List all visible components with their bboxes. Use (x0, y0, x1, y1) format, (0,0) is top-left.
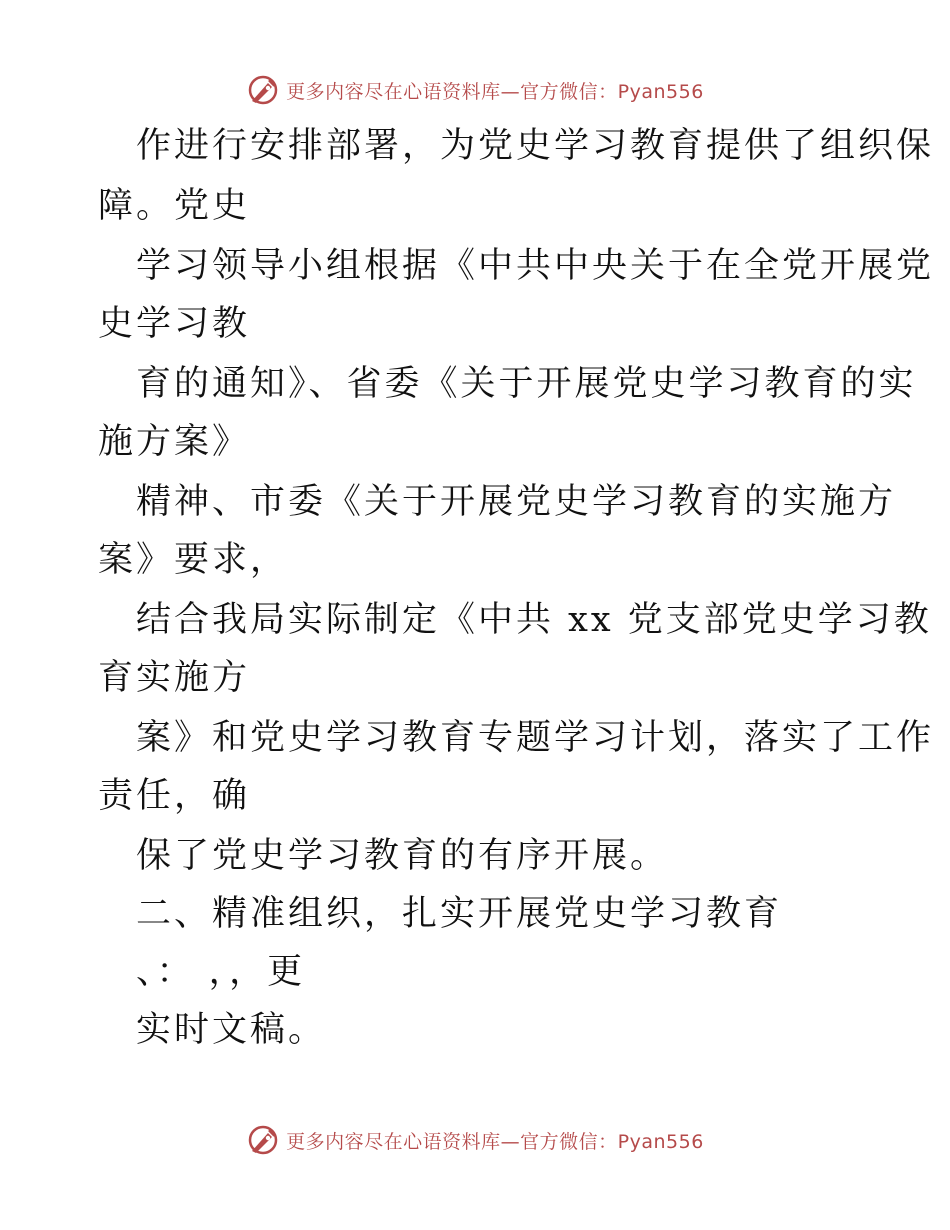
body-line: 精神、市委《关于开展党史学习教育的实施方 (136, 482, 897, 522)
body-line: 育实施方 (98, 658, 251, 698)
body-line: 作进行安排部署，为党史学习教育提供了组织保 (136, 126, 935, 166)
body-line: 实时文稿。 (136, 1010, 327, 1050)
body-line: 、： ，，更 (136, 952, 306, 992)
body-line: 学习领导小组根据《中共中央关于在全党开展党 (136, 246, 935, 286)
section-heading: 二、精准组织，扎实开展党史学习教育 (136, 894, 783, 934)
body-line: 保了党史学习教育的有序开展。 (136, 836, 669, 876)
body-line: 结合我局实际制定《中共 xx 党支部党史学习教 (136, 600, 932, 640)
body-line: 育的通知》、省委《关于开展党史学习教育的实 (136, 364, 917, 404)
body-line: 案》要求， (98, 540, 289, 580)
body-line: 史学习教 (98, 304, 251, 344)
body-line: 案》和党史学习教育专题学习计划，落实了工作 (136, 718, 935, 758)
header-banner-text: 更多内容尽在心语资料库—官方微信：Pyan556 (286, 80, 704, 103)
footer-banner (0, 1120, 950, 1160)
body-line: 施方案》 (98, 422, 251, 462)
header-banner (0, 70, 950, 110)
body-line: 责任，确 (98, 776, 251, 816)
footer-banner-text: 更多内容尽在心语资料库—官方微信：Pyan556 (286, 1130, 704, 1153)
body-line: 障。党史 (98, 186, 251, 226)
pen-nib-logo-icon (246, 73, 280, 107)
pen-nib-logo-icon (246, 1123, 280, 1157)
